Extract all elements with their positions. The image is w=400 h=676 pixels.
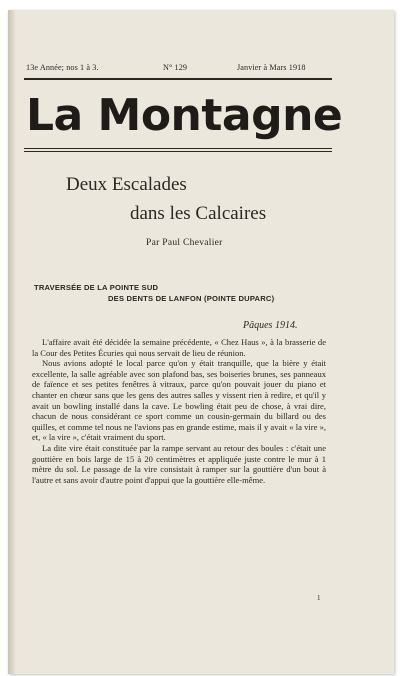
masthead-title: La Montagne — [26, 90, 343, 141]
masthead-rule-top — [24, 148, 332, 149]
article-byline: Par Paul Chevalier — [146, 238, 223, 248]
article-title-line2: dans les Calcaires — [130, 203, 267, 224]
page-number: 1 — [317, 594, 321, 602]
article-title-line1: Deux Escalades — [66, 174, 187, 195]
masthead-rule-bottom — [24, 151, 332, 152]
body-paragraph: Nous avions adopté le local parce qu'on y était tranquille, que la bière y était excellente, la salle agréable avec son plafond bas, ses boiseries brunes, ses panneaux de faïence et ses petites fenêtres à vitraux, parce qu'on pouvait jouer du piano et chanter en chœur sans que les gens des autres salles y vissent rien à redire, et qu'il y avait un bowling installé dans la cave. Le bowling était peu de chose, à vrai dire, chacun de nous considérant ce sport comme un cousin-germain du billard ou des quilles, et comme tel nous ne l'avions pas en grande estime, mais il y avait « la vire », et, « la vire », c'était vraiment du sport. — [32, 358, 326, 443]
body-paragraph: La dite vire était constituée par la rampe servant au retour des boules : c'était une gouttière en bois large de 15 à 20 centimètres et appliquée juste contre le mur à 1 mètre du sol. Le passage de la vire consistait à ramper sur la gouttière d'un bout à l'autre et sans avoir d'autre point d'appui que la gouttière elle-même. — [32, 442, 326, 485]
article-date: Pâques 1914. — [243, 320, 298, 331]
body-paragraph: L'affaire avait été décidée la semaine précédente, « Chez Haus », à la brasserie de la Cour des Petites Écuries qui nous servait de lieu de réunion. — [32, 337, 326, 358]
issue-info: 13e Année; nos 1 à 3. — [26, 63, 99, 72]
header-rule — [24, 78, 332, 80]
issue-header — [24, 63, 332, 75]
article-body — [32, 337, 326, 485]
page-spine-shadow — [8, 10, 15, 674]
issue-number: N° 129 — [163, 63, 188, 72]
article-subtitle-line1: TRAVERSÉE DE LA POINTE SUD — [34, 283, 159, 292]
article-subtitle-line2: DES DENTS DE LANFON (POINTE DUPARC) — [108, 294, 275, 303]
issue-date-range: Janvier à Mars 1918 — [237, 63, 306, 72]
